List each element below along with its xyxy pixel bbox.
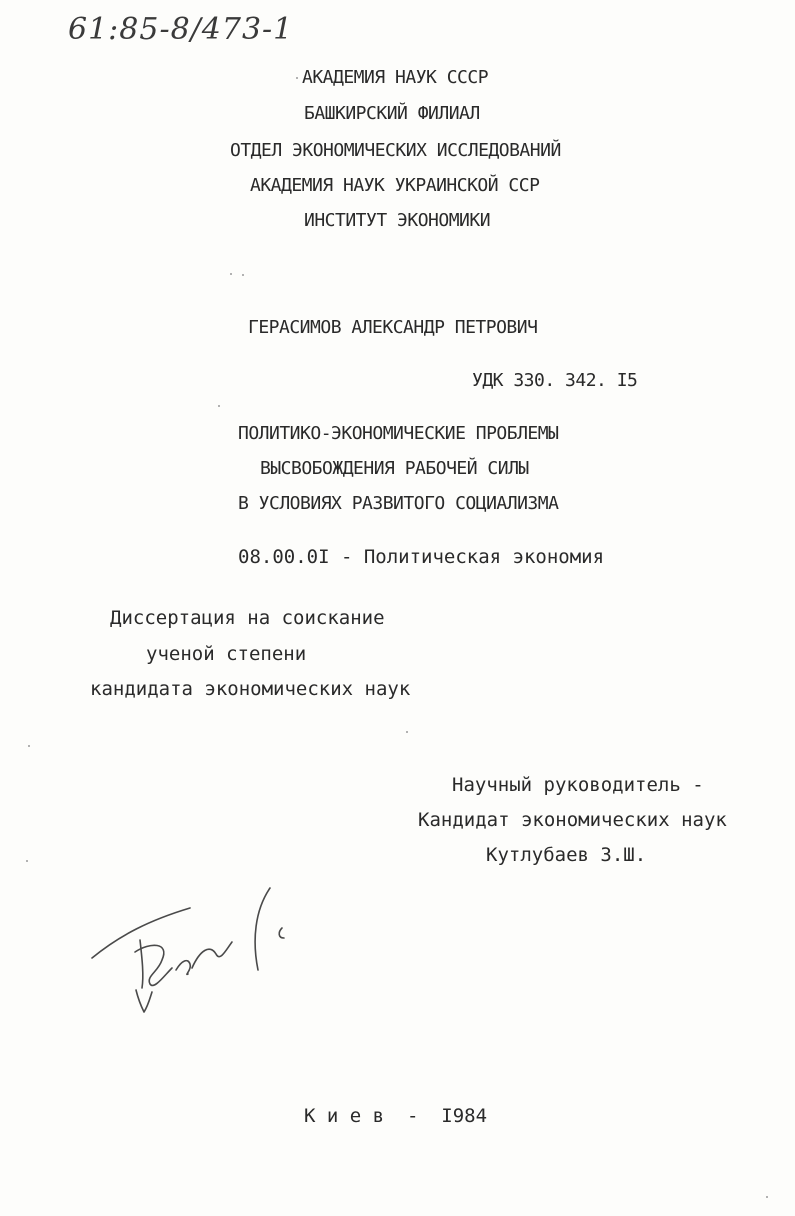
degree-line: ученой степени (146, 643, 307, 665)
udc-code: УДК 330. 342. I5 (472, 370, 638, 391)
archive-number: 61:85-8/473-1 (68, 12, 294, 47)
degree-line: кандидата экономических наук (90, 678, 411, 700)
scan-speck (406, 731, 408, 733)
header-line: ОТДЕЛ ЭКОНОМИЧЕСКИХ ИССЛЕДОВАНИЙ (230, 140, 561, 161)
scan-speck (218, 405, 220, 407)
header-line: ИНСТИТУТ ЭКОНОМИКИ (304, 210, 491, 231)
scan-speck (242, 274, 244, 276)
scan-speck (296, 77, 298, 79)
header-line: БАШКИРСКИЙ ФИЛИАЛ (304, 103, 480, 124)
degree-line: Диссертация на соискание (110, 607, 385, 629)
author-name: ГЕРАСИМОВ АЛЕКСАНДР ПЕТРОВИЧ (248, 317, 538, 338)
signature-mark (80, 880, 320, 1030)
scan-speck (28, 745, 30, 747)
supervisor-line: Кандидат экономических наук (418, 809, 727, 831)
scan-speck (26, 860, 28, 862)
scan-speck (230, 273, 232, 275)
title-line: В УСЛОВИЯХ РАЗВИТОГО СОЦИАЛИЗМА (238, 493, 559, 514)
header-line: АКАДЕМИЯ НАУК СССР (302, 67, 489, 88)
supervisor-line: Кутлубаев З.Ш. (486, 844, 647, 866)
supervisor-line: Научный руководитель - (452, 774, 704, 796)
scan-speck (766, 1196, 768, 1198)
city-year: К и е в - I984 (304, 1105, 488, 1127)
header-line: АКАДЕМИЯ НАУК УКРАИНСКОЙ ССР (250, 175, 540, 196)
title-line: ПОЛИТИКО-ЭКОНОМИЧЕСКИЕ ПРОБЛЕМЫ (238, 423, 559, 444)
specialty-code: 08.00.0I - Политическая экономия (238, 546, 605, 568)
title-line: ВЫСВОБОЖДЕНИЯ РАБОЧЕЙ СИЛЫ (260, 458, 529, 479)
